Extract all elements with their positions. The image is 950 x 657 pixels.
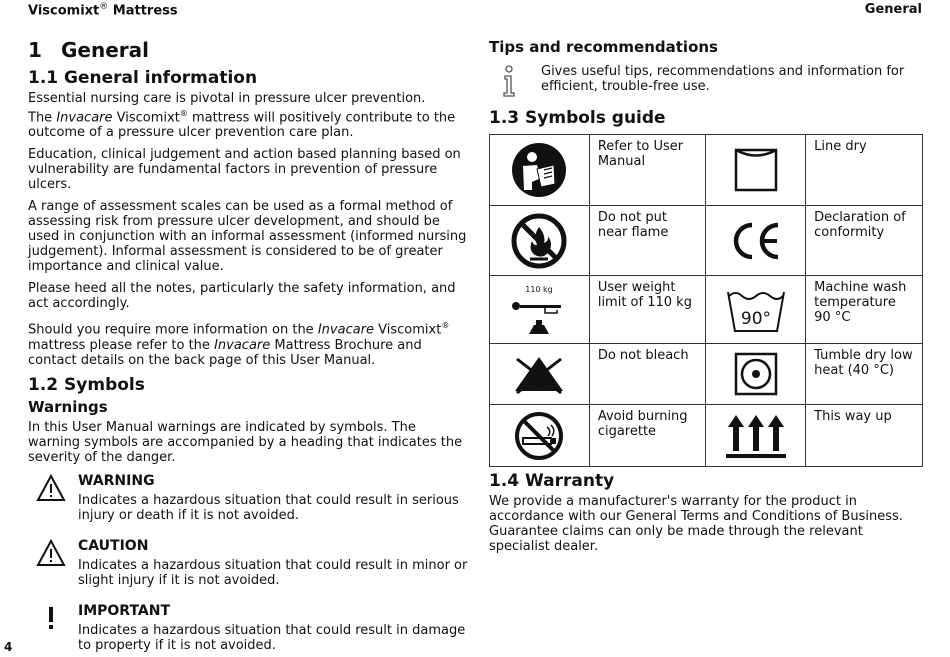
tips-entry [489, 64, 924, 94]
paragraph-assessment-scales: A range of assessment scales can be used as a formal method of assessing risk from pressure ulcer development, and should be used in conjunction with an informal assessment (informed nursing judgement). Informal assessment is considered to be of greater importance and clinical value. [28, 199, 467, 275]
running-header-product: Viscomixt® Mattress [28, 2, 178, 19]
section-heading-warranty: 1.4 Warranty [489, 471, 615, 491]
warranty-text: We provide a manufacturer's warranty for the product in accordance with our General Terms and Conditions of Business. Guarantee claims can only be made through the relevant specialist dealer. [489, 494, 903, 554]
weight-label: 110 kg [525, 284, 554, 294]
paragraph-nursing-care: Essential nursing care is pivotal in pressure ulcer prevention. The Invacare Viscomixt® mattress will positively contribute to the outcome of a pressure ulcer prevention care plan. [28, 91, 456, 141]
table-row [490, 344, 923, 405]
table-row [490, 405, 923, 467]
warnings-heading: Warnings [28, 397, 108, 416]
symbol-label: Declaration of conformity [806, 206, 923, 276]
tips-text: Gives useful tips, recommendations and information for efficient, trouble-free use. [541, 64, 905, 94]
line-dry-icon [733, 147, 779, 193]
symbol-label: Tumble dry low heat (40 °C) [806, 344, 923, 405]
caution-title: CAUTION [78, 537, 149, 554]
symbol-label: Avoid burning cigarette [589, 405, 706, 467]
important-entry [28, 603, 468, 653]
chapter-heading: 1 General [28, 38, 149, 62]
warning-triangle-icon [36, 473, 66, 503]
symbol-label: Line dry [806, 135, 923, 206]
this-way-up-icon [724, 411, 788, 461]
symbol-label: Do not bleach [589, 344, 706, 405]
table-row [490, 135, 923, 206]
warning-text: Indicates a hazardous situation that could result in serious injury or death if it is not avoided. [78, 492, 459, 523]
info-icon [499, 64, 519, 98]
caution-triangle-icon [36, 538, 66, 568]
tips-heading: Tips and recommendations [489, 38, 718, 56]
warning-entry [28, 473, 468, 523]
caution-text: Indicates a hazardous situation that could result in minor or slight injury if it is not avoided. [78, 557, 468, 588]
paragraph-heed-notes: Please heed all the notes, particularly the safety information, and act accordingly. [28, 281, 456, 312]
paragraph-more-information: Should you require more information on the Invacare Viscomixt® mattress please refer to the Invacare Mattress Brochure and contact details on the back page of this User Manual. [28, 321, 450, 368]
left-column [28, 38, 468, 653]
section-heading-symbols: 1.2 Symbols [28, 374, 145, 395]
symbols-guide-table [489, 134, 923, 467]
caution-entry [28, 538, 468, 588]
section-heading-symbols-guide: 1.3 Symbols guide [489, 108, 666, 128]
wash-temperature: 90° [740, 308, 771, 329]
warning-title: WARNING [78, 472, 155, 489]
user-weight-icon [499, 281, 579, 339]
important-title: IMPORTANT [78, 602, 171, 619]
symbol-label: Refer to User Manual [589, 135, 706, 206]
table-row [490, 276, 923, 344]
important-text: Indicates a hazardous situation that could result in damage to property if it is not avoided. [78, 622, 466, 653]
table-row [490, 206, 923, 276]
section-heading-general-information: 1.1 General information [28, 68, 258, 88]
symbol-label: This way up [806, 405, 923, 467]
symbol-label: Machine wash temperature 90 °C [806, 276, 923, 344]
paragraph-education: Education, clinical judgement and action based planning based on vulnerability are fundamental factors in prevention of pressure ulcers. [28, 147, 461, 193]
no-cigarette-icon [514, 411, 564, 461]
exclamation-icon [36, 603, 66, 633]
refer-manual-icon [511, 142, 567, 198]
page-number: 4 [4, 640, 13, 654]
tumble-dry-low-icon [733, 351, 779, 397]
no-flame-icon [511, 213, 567, 269]
ce-mark-icon [726, 218, 786, 264]
symbol-label: Do not put near flame [589, 206, 706, 276]
right-column [489, 38, 924, 561]
do-not-bleach-icon [511, 351, 567, 397]
machine-wash-icon [725, 284, 787, 336]
symbol-label: User weight limit of 110 kg [589, 276, 706, 344]
warnings-intro: In this User Manual warnings are indicated by symbols. The warning symbols are accompanied by a heading that indicates the severity of the danger. [28, 419, 463, 465]
running-header-section: General [864, 2, 922, 17]
